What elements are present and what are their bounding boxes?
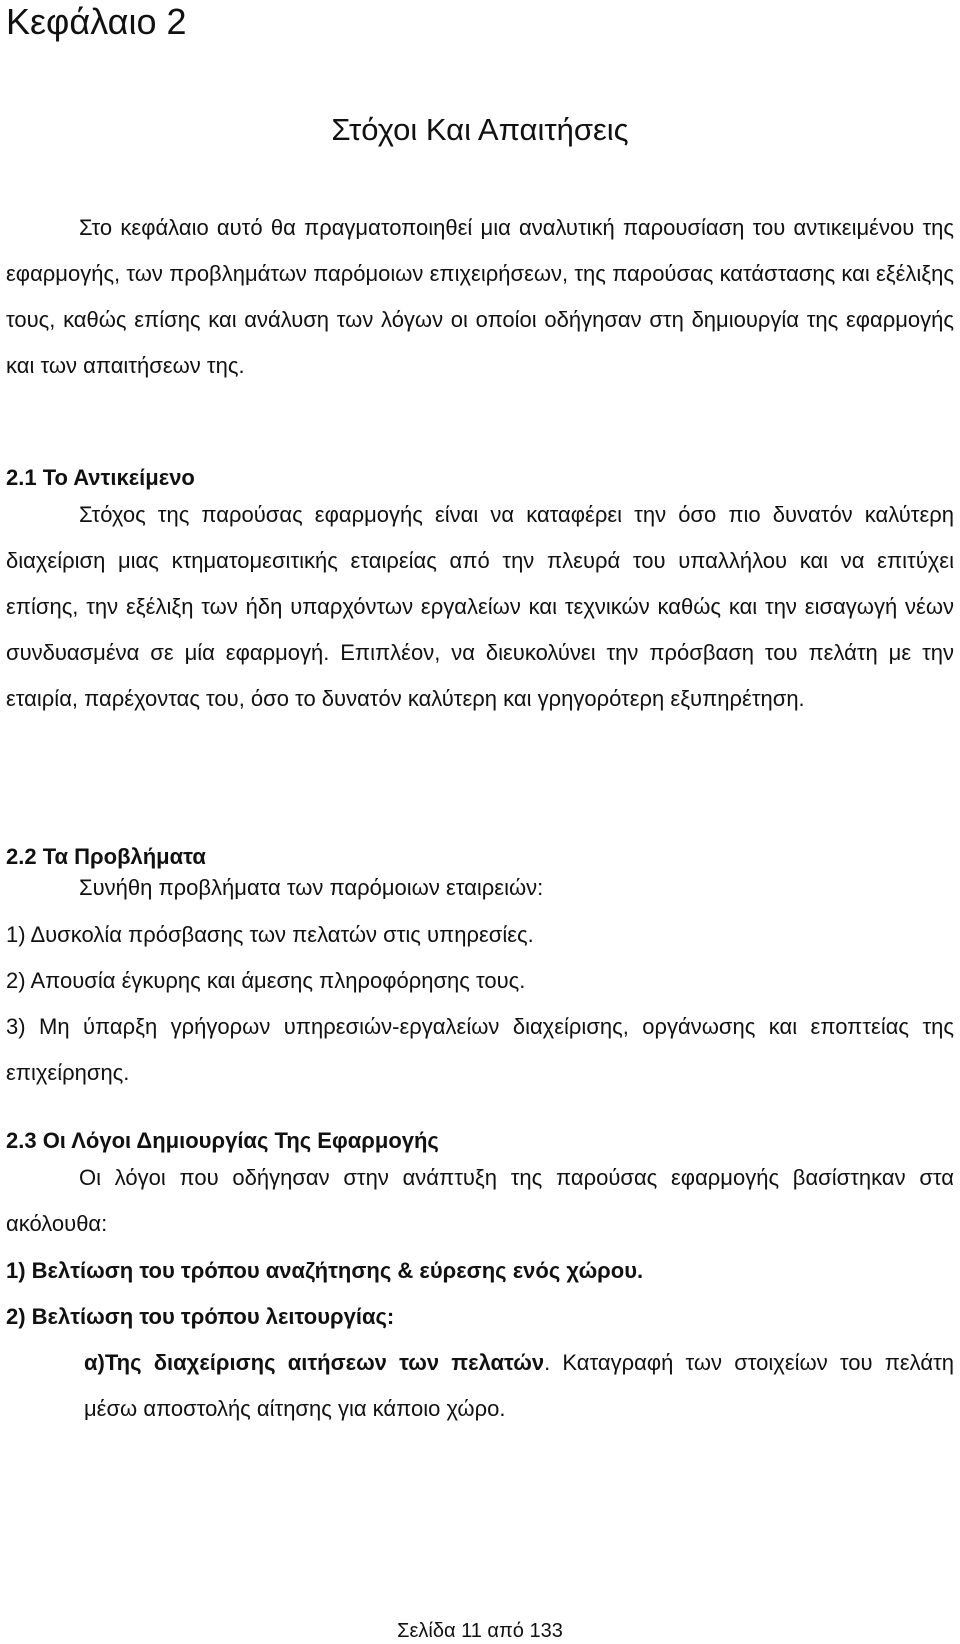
reason-point-2: 2) Βελτίωση του τρόπου λειτουργίας:	[6, 1304, 395, 1329]
section-2-3-intro: Οι λόγοι που οδήγησαν στην ανάπτυξη της παρούσας εφαρμογής βασίστηκαν στα ακόλουθα:	[6, 1165, 954, 1236]
problem-item-1: 1) Δυσκολία πρόσβασης των πελατών στις υπηρεσίες.	[6, 922, 534, 947]
reason-sub-a	[84, 1340, 954, 1432]
section-heading-2-1-text: 2.1 Το Αντικείμενο	[6, 465, 195, 490]
page-footer: Σελίδα 11 από 133	[397, 1620, 563, 1642]
chapter-heading: Κεφάλαιο 2	[6, 1, 187, 42]
section-heading-2-1	[6, 463, 195, 493]
intro-paragraph: Στο κεφάλαιο αυτό θα πραγματοποιηθεί μια αναλυτική παρουσίαση του αντικειμένου της εφαρμογής, των προβλημάτων παρόμοιων επιχειρήσεων, της παρούσας κατάστασης και εξέλιξης τους, καθώς επίσης και ανάλυση των λόγων οι οποίοι οδήγησαν στη δημιουργία της εφαρμογής και των απαιτήσεων της.	[6, 215, 954, 378]
reason-sub-a-text: . Καταγραφή των στοιχείων του πελάτη μέσω αποστολής αίτησης για κάποιο χώρο.	[84, 1350, 954, 1421]
section-heading-2-3: 2.3 Οι Λόγοι Δημιουργίας Της Εφαρμογής	[6, 1128, 439, 1153]
problem-item-3: 3) Μη ύπαρξη γρήγορων υπηρεσιών-εργαλείων διαχείρισης, οργάνωσης και εποπτείας της επιχείρησης.	[6, 1014, 954, 1085]
page-title: Στόχοι Και Απαιτήσεις	[331, 112, 629, 147]
section-heading-2-2: 2.2 Τα Προβλήματα	[6, 844, 206, 869]
section-2-1-body: Στόχος της παρούσας εφαρμογής είναι να καταφέρει την όσο πιο δυνατόν καλύτερη διαχείριση μιας κτηματομεσιτικής εταιρείας από την πλευρά του υπαλλήλου και να επιτύχει επίσης, την εξέλιξη των ήδη υπαρχόντων εργαλείων και τεχνικών καθώς και την εισαγωγή νέων συνδυασμένα σε μία εφαρμογή. Επιπλέον, να διευκολύνει την πρόσβαση του πελάτη με την εταιρία, παρέχοντας του, όσο το δυνατόν καλύτερη και γρηγορότερη εξυπηρέτηση.	[6, 502, 954, 711]
problem-item-2: 2) Απουσία έγκυρης και άμεσης πληροφόρησης τους.	[6, 968, 526, 993]
reason-sub-a-bold: α)Της διαχείρισης αιτήσεων των πελατών	[84, 1350, 545, 1375]
reason-point-1: 1) Βελτίωση του τρόπου αναζήτησης & εύρεσης ενός χώρου.	[6, 1258, 644, 1283]
section-2-2-intro: Συνήθη προβλήματα των παρόμοιων εταιρειών:	[79, 875, 544, 900]
